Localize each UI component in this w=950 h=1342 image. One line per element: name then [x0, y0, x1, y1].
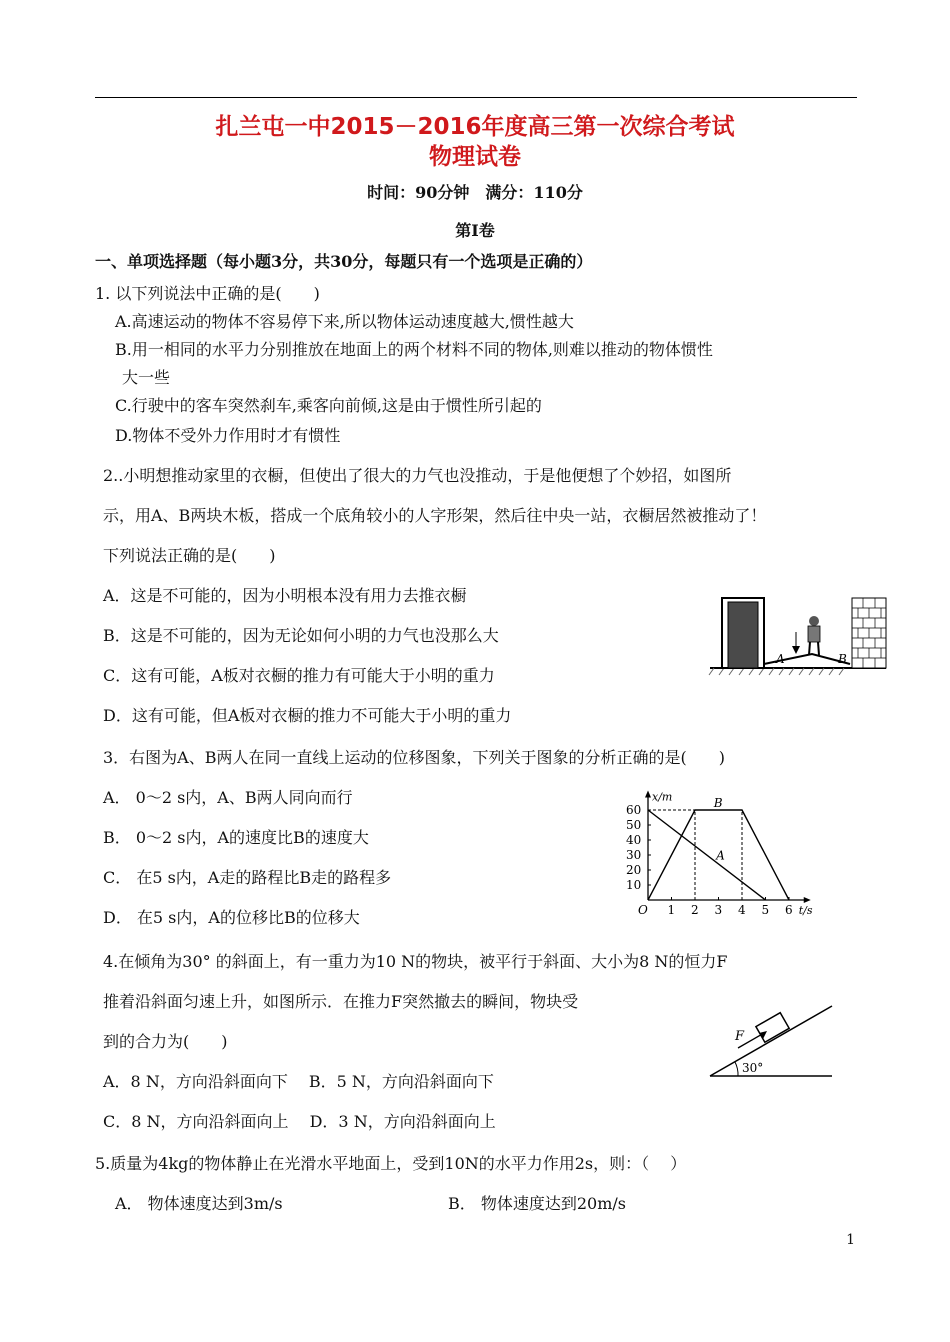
x-axis-label: t/s [798, 904, 813, 917]
time-info: 时间：90分钟 满分：110分 [367, 183, 583, 202]
q3-option-a: A． 0～2 s内，A、B两人同向而行 [103, 788, 353, 807]
angle-label: 30° [742, 1061, 764, 1075]
series-label-b: B [713, 796, 723, 810]
x-tick-label: O [638, 903, 648, 917]
q4-stem-1: 4.在倾角为30° 的斜面上，有一重力为10 N的物块，被平行于斜面、大小为8 N的恒力F [103, 952, 728, 971]
q2-stem-1: 2..小明想推动家里的衣橱，但使出了很大的力气也没推动，于是他便想了个妙招，如图所 [103, 466, 732, 485]
q2-option-a: A．这是不可能的，因为小明根本没有用力去推衣橱 [103, 586, 467, 605]
x-tick-label: 5 [761, 903, 770, 917]
section-heading: 一、单项选择题（每小题3分，共30分，每题只有一个选项是正确的） [95, 252, 593, 271]
x-tick-label: 4 [738, 903, 746, 917]
label-a: A [776, 652, 785, 666]
q1-stem: 1. 以下列说法中正确的是( ) [95, 284, 320, 303]
y-tick-label: 30 [626, 848, 642, 862]
wardrobe-figure [708, 588, 888, 676]
q5-stem: 5.质量为4kg的物体静止在光滑水平地面上，受到10N的水平力作用2s，则：（ ） [95, 1154, 687, 1173]
q2-stem-2: 示，用A、B两块木板，搭成一个底角较小的人字形架，然后往中央一站，衣橱居然被推动了！ [103, 506, 767, 525]
q3-option-b: B． 0～2 s内，A的速度比B的速度大 [103, 828, 369, 847]
x-tick-label: 2 [691, 903, 699, 917]
q2-option-c: C．这有可能，A板对衣橱的推力有可能大于小明的重力 [103, 666, 495, 685]
q3-option-c: C． 在5 s内，A走的路程比B走的路程多 [103, 868, 392, 887]
incline-figure [708, 1000, 836, 1080]
label-b: B [838, 652, 847, 666]
volume-label: 第I卷 [455, 221, 495, 240]
q4-options-cd: C．8 N，方向沿斜面向上 D．3 N，方向沿斜面向上 [103, 1112, 496, 1131]
x-tick-label: 1 [667, 903, 676, 917]
q2-stem-3: 下列说法正确的是( ) [103, 546, 276, 565]
q4-stem-3: 到的合力为( ) [103, 1032, 228, 1051]
series-label-a: A [716, 848, 725, 863]
y-axis-arrow [645, 791, 651, 798]
q1-option-d: D.物体不受外力作用时才有惯性 [115, 426, 341, 445]
y-tick-label: 50 [626, 818, 642, 832]
exam-title: 扎兰屯一中2015－2016年度高三第一次综合考试 [215, 114, 735, 140]
x-tick-label: 3 [714, 903, 723, 917]
x-tick-label: 6 [785, 903, 793, 917]
y-axis-label: x/m [652, 790, 673, 804]
series-line-a [648, 810, 766, 900]
person-figure [809, 616, 819, 626]
q3-option-d: D． 在5 s内，A的位移比B的位移大 [103, 908, 360, 927]
x-axis-arrow [804, 897, 811, 903]
q1-option-b: B.用一相同的水平力分别推放在地面上的两个材料不同的物体,则难以推动的物体惯性 [115, 340, 713, 359]
q2-option-b: B．这是不可能的，因为无论如何小明的力气也没那么大 [103, 626, 499, 645]
q4-stem-2: 推着沿斜面匀速上升，如图所示．在推力F突然撤去的瞬间，物块受 [103, 992, 579, 1011]
exam-subject: 物理试卷 [429, 144, 521, 170]
q3-stem: 3．右图为A、B两人在同一直线上运动的位移图象，下列关于图象的分析正确的是( ) [103, 748, 725, 767]
y-tick-label: 10 [626, 878, 642, 892]
q2-option-d: D．这有可能，但A板对衣橱的推力不可能大于小明的重力 [103, 706, 512, 725]
q1-option-c: C.行驶中的客车突然刹车,乘客向前倾,这是由于惯性所引起的 [115, 396, 542, 415]
y-tick-label: 60 [626, 803, 642, 817]
displacement-time-chart [612, 790, 826, 920]
y-tick-label: 20 [626, 863, 642, 877]
q1-option-a: A.高速运动的物体不容易停下来,所以物体运动速度越大,惯性越大 [115, 312, 574, 331]
q4-options-ab: A．8 N，方向沿斜面向下 B．5 N，方向沿斜面向下 [103, 1072, 494, 1091]
block-shape [756, 1013, 789, 1043]
incline-slope [710, 1006, 832, 1076]
q1-option-b-cont: 大一些 [122, 368, 171, 387]
q5-option-b: B． 物体速度达到20m/s [448, 1194, 626, 1213]
y-tick-label: 40 [626, 833, 642, 847]
header-rule [95, 97, 857, 98]
page-number: 1 [846, 1232, 855, 1248]
force-label: F [735, 1029, 745, 1044]
q5-option-a: A． 物体速度达到3m/s [115, 1194, 283, 1213]
